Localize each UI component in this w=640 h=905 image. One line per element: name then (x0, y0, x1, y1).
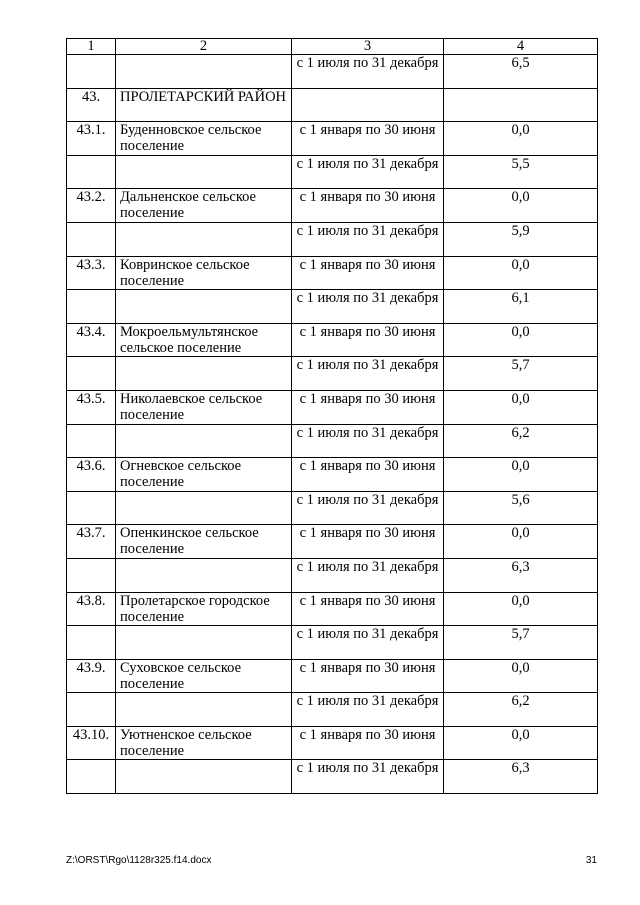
table-row (67, 458, 598, 492)
settlement-name-cell (116, 693, 292, 727)
value-cell: 6,3 (444, 760, 598, 794)
value-cell: 0,0 (444, 390, 598, 424)
settlement-name-cell: Ковринское сельское поселение (116, 256, 292, 290)
settlement-name-cell: Огневское сельское поселение (116, 458, 292, 492)
row-number-cell (67, 626, 116, 660)
row-number-cell (67, 290, 116, 324)
period-cell: с 1 июля по 31 декабря (292, 626, 444, 660)
value-cell: 0,0 (444, 458, 598, 492)
period-cell: с 1 января по 30 июня (292, 256, 444, 290)
settlement-name-cell (116, 222, 292, 256)
value-cell (444, 88, 598, 122)
table-row (67, 88, 598, 122)
value-cell: 6,3 (444, 558, 598, 592)
row-number-cell (67, 558, 116, 592)
period-cell: с 1 января по 30 июня (292, 659, 444, 693)
settlement-name-cell (116, 626, 292, 660)
value-cell: 0,0 (444, 323, 598, 357)
table-row (67, 55, 598, 89)
period-cell: с 1 июля по 31 декабря (292, 760, 444, 794)
table-row (67, 290, 598, 324)
period-cell: с 1 января по 30 июня (292, 726, 444, 760)
page-number: 31 (585, 855, 597, 866)
period-cell: с 1 января по 30 июня (292, 189, 444, 223)
row-number-cell: 43.10. (67, 726, 116, 760)
settlement-name-cell: ПРОЛЕТАРСКИЙ РАЙОН (116, 88, 292, 122)
settlement-name-cell: Пролетарское городское поселение (116, 592, 292, 626)
settlement-name-cell: Мокроельмультянское сельское поселение (116, 323, 292, 357)
settlement-name-cell: Суховское сельское поселение (116, 659, 292, 693)
value-cell: 6,2 (444, 693, 598, 727)
value-cell: 0,0 (444, 525, 598, 559)
period-cell: с 1 июля по 31 декабря (292, 491, 444, 525)
row-number-cell: 43.7. (67, 525, 116, 559)
table-row (67, 222, 598, 256)
period-cell (292, 88, 444, 122)
value-cell: 6,1 (444, 290, 598, 324)
value-cell: 0,0 (444, 256, 598, 290)
settlement-name-cell: Уютненское сельское поселение (116, 726, 292, 760)
value-cell: 5,5 (444, 155, 598, 189)
column-header-1: 1 (67, 39, 116, 55)
settlement-name-cell: Опенкинское сельское поселение (116, 525, 292, 559)
value-cell: 5,6 (444, 491, 598, 525)
period-cell: с 1 января по 30 июня (292, 122, 444, 156)
header-row (67, 39, 598, 55)
row-number-cell (67, 760, 116, 794)
settlement-name-cell (116, 155, 292, 189)
settlement-name-cell: Буденновское сельское поселение (116, 122, 292, 156)
table-row (67, 357, 598, 391)
tariff-table (66, 38, 598, 794)
row-number-cell (67, 222, 116, 256)
column-header-2: 2 (116, 39, 292, 55)
period-cell: с 1 января по 30 июня (292, 525, 444, 559)
settlement-name-cell (116, 558, 292, 592)
table-row (67, 491, 598, 525)
settlement-name-cell (116, 357, 292, 391)
value-cell: 0,0 (444, 189, 598, 223)
settlement-name-cell (116, 491, 292, 525)
period-cell: с 1 июля по 31 декабря (292, 55, 444, 89)
table-row (67, 760, 598, 794)
row-number-cell: 43.2. (67, 189, 116, 223)
table-row (67, 122, 598, 156)
table-row (67, 726, 598, 760)
column-header-3: 3 (292, 39, 444, 55)
row-number-cell (67, 55, 116, 89)
period-cell: с 1 июля по 31 декабря (292, 424, 444, 458)
table-row (67, 659, 598, 693)
table-row (67, 323, 598, 357)
row-number-cell: 43.5. (67, 390, 116, 424)
row-number-cell (67, 491, 116, 525)
row-number-cell: 43.6. (67, 458, 116, 492)
settlement-name-cell (116, 290, 292, 324)
row-number-cell: 43.1. (67, 122, 116, 156)
settlement-name-cell: Дальненское сельское поселение (116, 189, 292, 223)
period-cell: с 1 января по 30 июня (292, 458, 444, 492)
settlement-name-cell: Николаевское сельское поселение (116, 390, 292, 424)
period-cell: с 1 июля по 31 декабря (292, 222, 444, 256)
settlement-name-cell (116, 424, 292, 458)
row-number-cell: 43.9. (67, 659, 116, 693)
table-row (67, 558, 598, 592)
row-number-cell: 43.3. (67, 256, 116, 290)
period-cell: с 1 января по 30 июня (292, 390, 444, 424)
value-cell: 6,5 (444, 55, 598, 89)
period-cell: с 1 января по 30 июня (292, 592, 444, 626)
settlement-name-cell (116, 55, 292, 89)
value-cell: 5,7 (444, 626, 598, 660)
value-cell: 0,0 (444, 122, 598, 156)
table-row (67, 424, 598, 458)
value-cell: 5,9 (444, 222, 598, 256)
value-cell: 5,7 (444, 357, 598, 391)
period-cell: с 1 января по 30 июня (292, 323, 444, 357)
row-number-cell: 43. (67, 88, 116, 122)
value-cell: 0,0 (444, 592, 598, 626)
row-number-cell (67, 155, 116, 189)
table-row (67, 592, 598, 626)
table-row (67, 256, 598, 290)
value-cell: 0,0 (444, 659, 598, 693)
row-number-cell: 43.4. (67, 323, 116, 357)
period-cell: с 1 июля по 31 декабря (292, 155, 444, 189)
settlement-name-cell (116, 760, 292, 794)
column-header-4: 4 (444, 39, 598, 55)
table-row (67, 525, 598, 559)
period-cell: с 1 июля по 31 декабря (292, 558, 444, 592)
table-row (67, 693, 598, 727)
value-cell: 6,2 (444, 424, 598, 458)
period-cell: с 1 июля по 31 декабря (292, 290, 444, 324)
file-path: Z:\ORST\Rgo\1128r325.f14.docx (66, 855, 212, 866)
row-number-cell (67, 693, 116, 727)
table-row (67, 189, 598, 223)
table-row (67, 626, 598, 660)
row-number-cell (67, 424, 116, 458)
table-row (67, 390, 598, 424)
period-cell: с 1 июля по 31 декабря (292, 357, 444, 391)
table-row (67, 155, 598, 189)
row-number-cell (67, 357, 116, 391)
value-cell: 0,0 (444, 726, 598, 760)
period-cell: с 1 июля по 31 декабря (292, 693, 444, 727)
row-number-cell: 43.8. (67, 592, 116, 626)
